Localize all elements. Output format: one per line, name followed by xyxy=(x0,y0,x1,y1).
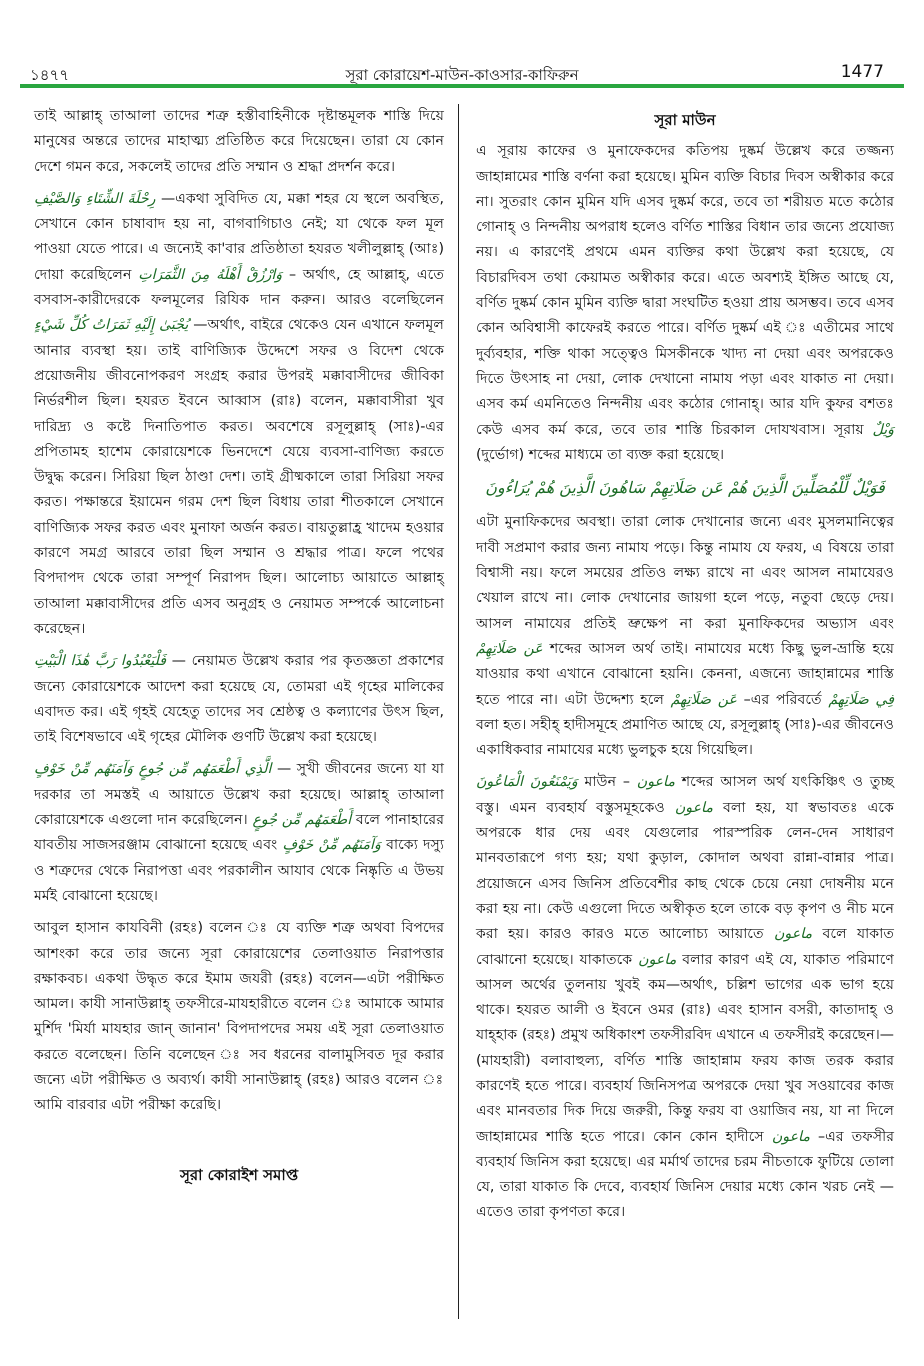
paragraph-text: (দুর্ভোগ) শব্দের মাধ্যমে তা ব্যক্ত করা হয়েছে। xyxy=(476,446,725,463)
page-number-bengali: ১৪৭৭ xyxy=(30,66,69,84)
arabic-quote: يُجْبَىٰ إِلَيْهِ ثَمَرَاتُ كُلِّ شَيْءٍ xyxy=(34,317,189,334)
arabic-quote: وَارْزُقْ أَهْلَهُ مِنَ الثَّمَرَاتِ xyxy=(138,266,283,283)
paragraph-text: মাউন – xyxy=(584,774,637,791)
paragraph xyxy=(34,757,444,909)
arabic-quote: وَيْلٌ xyxy=(872,421,894,438)
paragraph-text: –এর পরিবর্তে xyxy=(743,691,822,708)
paragraph-text: — নেয়ামত উল্লেখ করার পর কৃতজ্ঞতা প্রকাশের জন্যে কোরায়েশকে আদেশ করা হয়েছে যে, তোমরা এই গৃহের মালিকের এবাদত কর। এই গৃহই যেহেতু তাদের সব শ্রেষ্ঠত্ব ও কল্যাণের উৎস ছিল, তাই বিশেষভাবে এই গৃহের মৌলিক গুণটি উল্লেখ করা হয়েছে। xyxy=(34,653,444,746)
header-rule xyxy=(20,84,904,88)
page-number: 1477 xyxy=(840,62,884,82)
arabic-quote: ماعون xyxy=(674,799,713,816)
arabic-quote: وَيَمْنَعُونَ الْمَاعُونَ xyxy=(476,774,578,791)
surah-closing: সূরা কোরাইশ সমাপ্ত xyxy=(179,1165,299,1184)
paragraph-text: শব্দের আসল অর্থ তাই। নামাযের মধ্যে কিছু ভুল-ভ্রান্তি হয়ে যাওয়ার কথা এখানে বোঝানো হয়নি। কেননা, এজন্যে জাহান্নামের শাস্তি হতে পারে না। এটা উদ্দেশ্য হলে xyxy=(476,640,895,708)
paragraph-text: —একথা সুবিদিত যে, মক্কা শহর যে স্থলে অবস্থিত, সেখানে কোন চাষাবাদ হয় না, বাগবাগিচাও নেই; যা থেকে ফল মূল পাওয়া যেতে পারে। এ জন্যেই কা'বার প্রতিষ্ঠাতা হযরত খলীলুল্লাহ্ (আঃ) দোয়া করেছিলেন xyxy=(34,190,444,283)
paragraph-text: – অর্থাৎ, হে আল্লাহ্, এতে বসবাস-কারীদেরকে ফলমূলের রিযিক দান করুন। আরও বলেছিলেন xyxy=(34,266,444,309)
paragraph-text: —অর্থাৎ, বাইরে থেকেও যেন এখানে ফলমূল আনার ব্যবস্থা হয়। তাই বাণিজ্যিক উদ্দেশে সফর ও বিদেশ থেকে প্রয়োজনীয় জীবনোপকরণ সংগ্রহ করার উপরই মক্কাবাসীদের জীবিকা নির্ভরশীল ছিল। হযরত ইবনে আব্বাস (রাঃ) বলেন, মক্কাবাসীরা খুব দারিদ্র্য ও কষ্টে দিনাতিপাত করত। অবশেষে রসূলুল্লাহ্ (সাঃ)-এর প্রপিতামহ হাশেম কোরায়েশকে ভিনদেশে যেয়ে ব্যবসা-বাণিজ্য করতে উদ্বুদ্ধ করেন। সিরিয়া ছিল ঠাণ্ডা দেশ। তাই গ্রীষ্মকালে তারা সিরিয়া সফর করত। পক্ষান্তরে ইয়ামেন গরম দেশ ছিল বিধায় তারা শীতকালে সেখানে বাণিজ্যিক সফর করত এবং মুনাফা অর্জন করত। বায়তুল্লাহ্র খাদেম হওয়ার কারণে সমগ্র আরবে তারা ছিল সম্মান ও শ্রদ্ধার পাত্র। ফলে পথের বিপদাপদ থেকে তারা সম্পূর্ণ নিরাপদ ছিল। আলোচ্য আয়াতে আল্লাহ্ তাআলা মক্কাবাসীদের প্রতি এসব অনুগ্রহ ও নেয়ামত সম্পর্কে আলোচনা করেছেন। xyxy=(34,317,444,637)
arabic-quote: عَن صَلَاتِهِمْ xyxy=(476,640,543,657)
paragraph: আবুল হাসান কাযবিনী (রহঃ) বলেন ঃ যে ব্যক্তি শত্রু অথবা বিপদের আশংকা করে তার জন্যে সূরা কোরায়েশের তেলাওয়াত নিরাপত্তার রক্ষাকবচ। একথা উদ্ধৃত করে ইমাম জযরী (রহঃ) বলেন—এটা পরীক্ষিত আমল। কাযী সানাউল্লাহ্ তফসীরে-মাযহারীতে বলেন ঃ আমাকে আমার মুর্শিদ 'মির্যা মাযহার জান্ জানান' বিপদাপদের সময় এই সূরা তেলাওয়াত করতে বলেছেন। তিনি বলেছেন ঃ সব ধরনের বালামুসিবত দূর করার জন্যে এটা পরীক্ষিত ও অব্যর্থ। কাযী সানাউল্লাহ্ (রহঃ) আরও বলেন ঃ আমি বারবার এটা পরীক্ষা করেছি। xyxy=(34,920,444,1114)
paragraph-text: — সুখী জীবনের জন্যে যা যা দরকার তা সমস্তই এ আয়াতে উল্লেখ করা হয়েছে। আল্লাহ্ তাআলা কোরায়েশকে এগুলো দান করেছিলেন। xyxy=(34,761,444,829)
arabic-quote: أَطْعَمَهُم مِّن جُوعٍ xyxy=(252,812,352,829)
arabic-quote: ماعون xyxy=(638,951,677,968)
paragraph-text: বলার কারণ এই যে, যাকাত পরিমাণে আসল অর্থের তুলনায় খুবই কম—অর্থাৎ, চল্লিশ ভাগের এক ভাগ হয়ে থাকে। হযরত আলী ও ইবনে ওমর (রাঃ) এবং হাসান বসরী, কাতাদাহ্ ও যাহ্হাক (রহঃ) প্রমুখ অধিকাংশ তফসীরবিদ এখানে এ তফসীরই করেছেন।—(মাযহারী) বলাবাহুল্য, বর্ণিত শাস্তি জাহান্নাম ফরয কাজ তরক করার কারণেই হতে পারে। ব্যবহার্য জিনিসপত্র অপরকে দেয়া খুব সওয়াবের কাজ এবং মানবতার দিক দিয়ে জরুরী, কিন্তু ফরয বা ওয়াজিব নয়, যা না দিলে জাহান্নামের শাস্তি হতে পারে। কোন কোন হাদীসে xyxy=(476,951,894,1145)
paragraph xyxy=(34,187,444,642)
right-column xyxy=(476,104,894,1233)
arabic-quote: ماعون xyxy=(771,1128,810,1145)
paragraph xyxy=(34,649,444,750)
arabic-quote: عَن صَلَاتِهِمْ xyxy=(670,691,737,708)
paragraph-text: বলে যাকাত বোঝানো হয়েছে। যাকাতকে xyxy=(476,926,894,968)
running-title: সূরা কোরায়েশ-মাউন-কাওসার-কাফিরুন xyxy=(345,66,579,84)
arabic-quote: ماعون xyxy=(636,774,675,791)
paragraph xyxy=(476,510,894,763)
paragraph-text: এটা মুনাফিকদের অবস্থা। তারা লোক দেখানোর জন্যে এবং মুসলমানিত্বের দাবী সপ্রমাণ করার জন্য নামায পড়ে। কিন্তু নামায যে ফরয, এ বিষয়ে তারা বিশ্বাসী নয়। ফলে সময়ের প্রতিও লক্ষ্য রাখে না এবং আসল নামাযেরও খেয়াল রাখে না। লোক দেখানোর জায়গা হলে পড়ে, নতুবা ছেড়ে দেয়। আসল নামাযের প্রতিই ভ্রুক্ষেপ না করা মুনাফিকদের অভ্যাস এবং xyxy=(476,514,894,632)
paragraph-text: –এর তফসীর ব্যবহার্য জিনিস করা হয়েছে। এর মর্মার্থ তাদের চরম নীচতাকে ফুটিয়ে তোলা যে, তারা যাকাত কি দেবে, ব্যবহার্য জিনিস দেয়ার মধ্যে কোন খরচ নেই — এতেও তারা কৃপণতা করে। xyxy=(476,1128,895,1221)
paragraph-text: বাক্যে দস্যু ও শত্রুদের থেকে নিরাপত্তা এবং পরকালীন আযাব থেকে নিষ্কৃতি এ উভয় মর্মই বোঝানো হয়েছে। xyxy=(34,837,444,904)
left-column xyxy=(34,104,444,1188)
paragraph-text: বলা হয়, যা স্বভাবতঃ একে অপরকে ধার দেয় এবং যেগুলোর পারস্পরিক লেন-দেন সাধারণ মানবতারূপে গণ্য হয়; যথা কুড়াল, কোদাল অথবা রান্না-বান্নার পাত্র। প্রয়োজনে এসব জিনিস প্রতিবেশীর কাছ থেকে চেয়ে নেয়া দোষনীয় মনে করা হয় না। কেউ এগুলো দিতে অস্বীকৃত হলে তাকে বড় কৃপণ ও নীচ মনে করা হয়। কারও কারও মতে আলোচ্য আয়াতে xyxy=(476,799,894,943)
paragraph xyxy=(476,139,894,468)
arabic-quote: الَّذِي أَطْعَمَهُم مِّن جُوعٍ وَآمَنَهُم مِّنْ خَوْفٍ xyxy=(34,761,272,778)
paragraph-text: এ সূরায় কাফের ও মুনাফেকদের কতিপয় দুষ্কর্ম উল্লেখ করে তজ্জন্য জাহান্নামের শাস্তি বর্ণনা করা হয়েছে। মুমিন ব্যক্তি বিচার দিবস অস্বীকার করে না। সুতরাং কোন মুমিন যদি এসব দুষ্কর্ম করে, তবে তা শরীয়ত মতে কঠোর গোনাহ্ ও নিন্দনীয় অপরাধ হলেও বর্ণিত শাস্তির বিধান তার জন্যে প্রযোজ্য নয়। এ কারণেই প্রথমে এমন ব্যক্তির কথা উল্লেখ করা হয়েছে, যে বিচারদিবস তথা কেয়ামত অস্বীকার করে। এতে অবশ্যই ইঙ্গিত আছে যে, বর্ণিত দুষ্কর্ম কোন মুমিন ব্যক্তি দ্বারা সংঘটিত হওয়া প্রায় অসম্ভব। তবে এসব কোন অবিশ্বাসী কাফেরই করতে পারে। বর্ণিত দুষ্কর্ম এই ঃ এতীমের সাথে দুর্ব্যবহার, শক্তি থাকা সত্ত্বেও মিসকীনকে খাদ্য না দেয়া এবং অপরকেও দিতে উৎসাহ না দেয়া, লোক দেখানো নামায পড়া এবং যাকাত না দেয়া। এসব কর্ম এমনিতেও নিন্দনীয় এবং কঠোর গোনাহ্। আর যদি কুফর বশতঃ কেউ এসব কর্ম করে, তবে তার শাস্তি চিরকাল দোযখবাস। সূরায় xyxy=(476,143,894,438)
column-divider xyxy=(458,104,459,1319)
arabic-quote: رِحْلَةَ الشِّتَاءِ وَالصَّيْفِ xyxy=(34,190,156,207)
paragraph-text: বলা হত। সহীহ্ হাদীসমূহে প্রমাণিত আছে যে, রসূলুল্লাহ্ (সাঃ)-এর জীবনেও একাধিকবার নামাযের মধ্যে ভুলচুক হয়ে গিয়েছিল। xyxy=(476,716,894,759)
paragraph-text: বলে পানাহারের যাবতীয় সাজসরঞ্জাম বোঝানো হয়েছে এবং xyxy=(34,812,445,854)
paragraph-text: শব্দের আসল অর্থ যৎকিঞ্চিৎ ও তুচ্ছ বস্তু। এমন ব্যবহার্য বস্তুসমূহকেও xyxy=(476,774,894,816)
arabic-quote: فَلْيَعْبُدُوا رَبَّ هَٰذَا الْبَيْتِ xyxy=(34,653,167,670)
arabic-quote: وَآمَنَهُم مِّنْ خَوْفٍ xyxy=(282,837,381,854)
arabic-quote: فِي صَلَاتِهِمْ xyxy=(828,691,895,708)
paragraph: তাই আল্লাহ্ তাআলা তাদের শত্রু হস্তীবাহিনীকে দৃষ্টান্তমূলক শাস্তি দিয়ে মানুষের অন্তরে তাদের মাহাত্ম্য প্রতিষ্ঠিত করে দিয়েছেন। তারা যে কোন দেশে গমন করে, সকলেই তাদের প্রতি সম্মান ও শ্রদ্ধা প্রদর্শন করে। xyxy=(34,108,444,175)
verse-quote: فَوَيْلٌ لِّلْمُصَلِّينَ الَّذِينَ هُمْ عَن صَلَاتِهِمْ سَاهُونَ الَّذِينَ هُمْ يُرَاءُونَ xyxy=(485,478,885,498)
arabic-quote: ماعون xyxy=(774,926,813,943)
paragraph xyxy=(476,770,894,1225)
surah-heading: সূরা মাউন xyxy=(654,111,716,129)
